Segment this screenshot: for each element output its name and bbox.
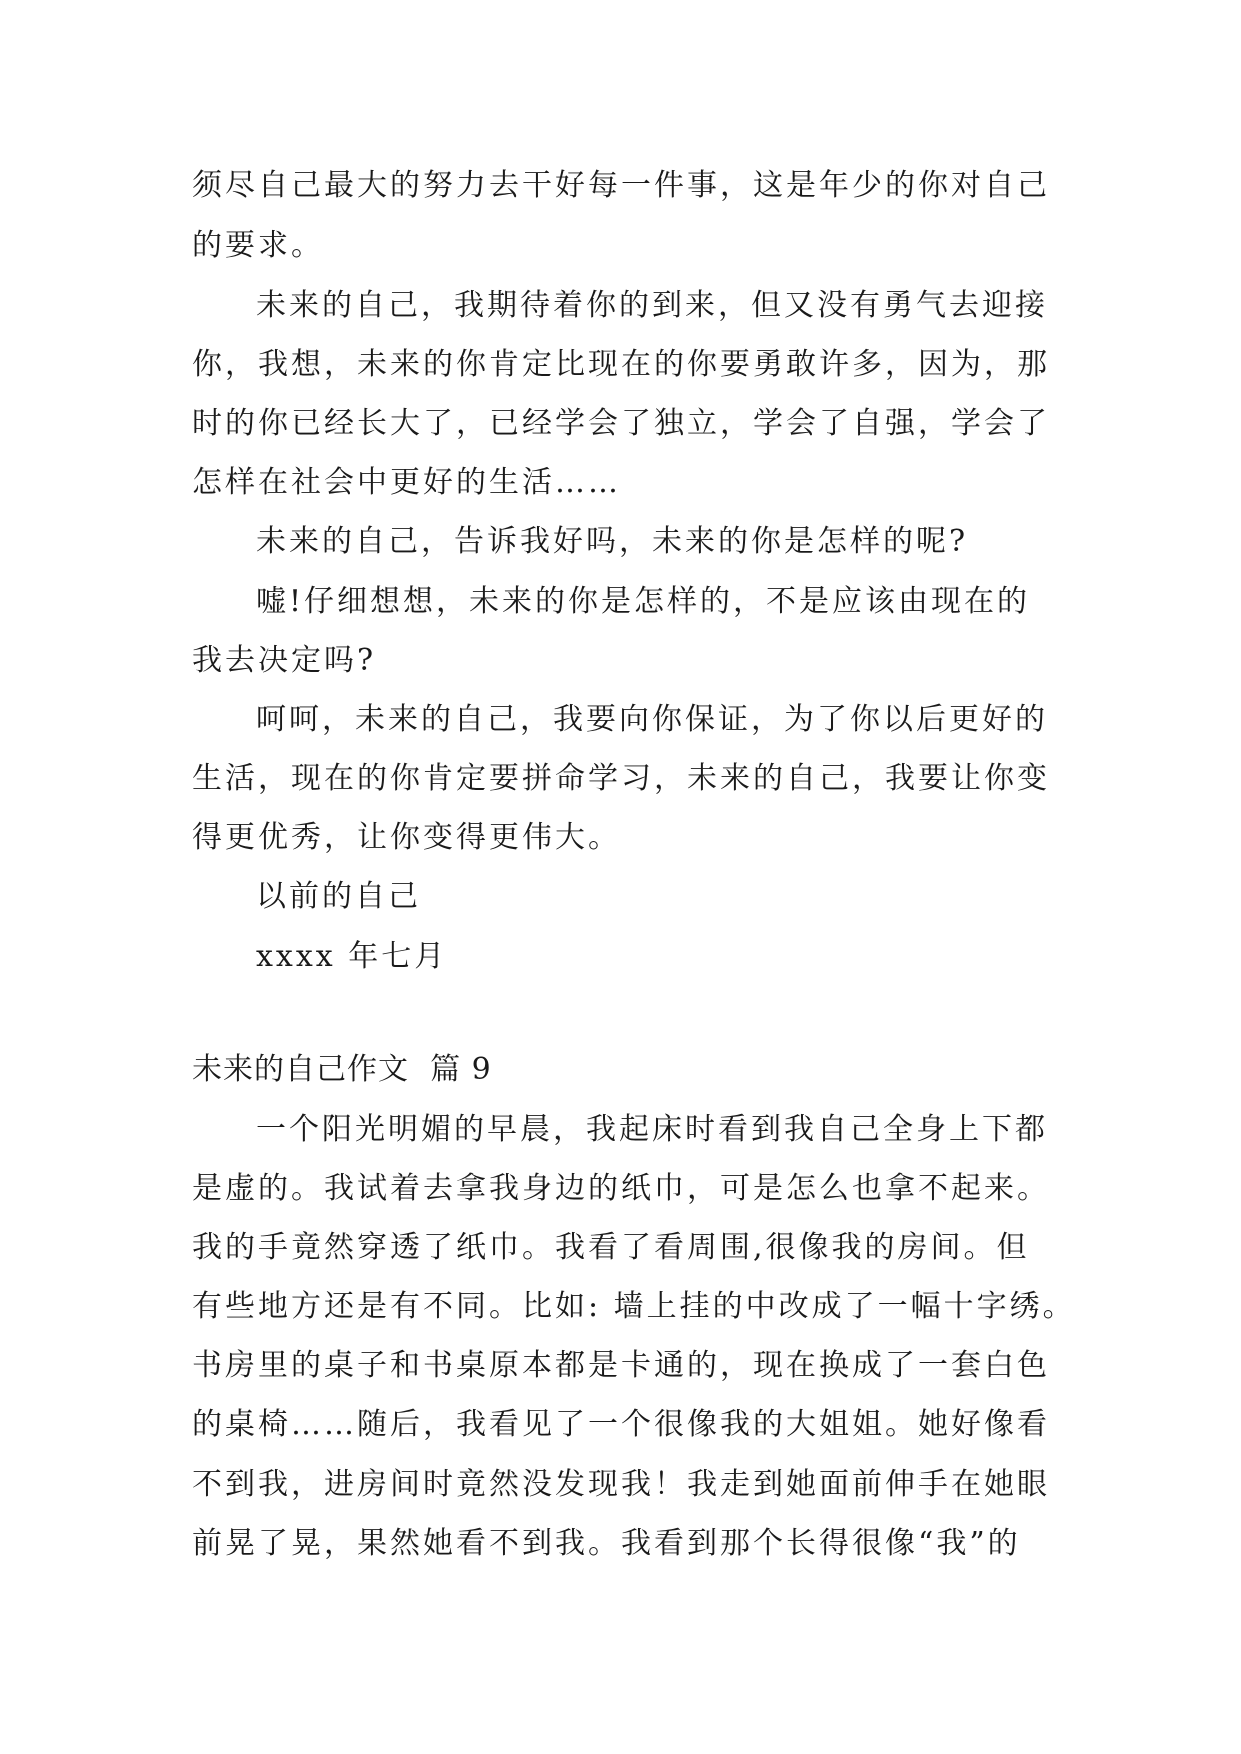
text-line: 未来的自己，告诉我好吗，未来的你是怎样的呢? bbox=[256, 524, 969, 559]
text-line: 得更优秀，让你变得更伟大。 bbox=[192, 820, 621, 855]
text-line: 的桌椅……随后，我看见了一个很像我的大姐姐。她好像看 bbox=[192, 1407, 1050, 1442]
text-line: 我的手竟然穿透了纸巾。我看了看周围,很像我的房间。但 bbox=[192, 1230, 1030, 1265]
text-line: 一个阳光明媚的早晨，我起床时看到我自己全身上下都 bbox=[256, 1112, 1048, 1147]
section-heading: 未来的自己作文 篇 9 bbox=[192, 1052, 492, 1087]
text-line: 我去决定吗? bbox=[192, 643, 377, 678]
text-line: 生活，现在的你肯定要拼命学习，未来的自己，我要让你变 bbox=[192, 761, 1050, 796]
text-line: 呵呵，未来的自己，我要向你保证，为了你以后更好的 bbox=[256, 702, 1048, 737]
text-line: 前晃了晃，果然她看不到我。我看到那个长得很像“我”的 bbox=[192, 1526, 1021, 1561]
text-line: 嘘!仔细想想，未来的你是怎样的，不是应该由现在的 bbox=[256, 584, 1031, 619]
text-line: 未来的自己，我期待着你的到来，但又没有勇气去迎接 bbox=[256, 288, 1048, 323]
text-line: 的要求。 bbox=[192, 228, 324, 263]
text-line: 你，我想，未来的你肯定比现在的你要勇敢许多，因为，那 bbox=[192, 347, 1050, 382]
text-line: 怎样在社会中更好的生活…… bbox=[192, 465, 621, 500]
text-line: 不到我，进房间时竟然没发现我！我走到她面前伸手在她眼 bbox=[192, 1467, 1050, 1502]
text-line: 须尽自己最大的努力去干好每一件事，这是年少的你对自己 bbox=[192, 168, 1050, 203]
text-line: 有些地方还是有不同。比如: 墙上挂的中改成了一幅十字绣。 bbox=[192, 1289, 1076, 1324]
signature-line: 以前的自己 bbox=[256, 879, 421, 914]
date-line: xxxx 年七月 bbox=[256, 939, 448, 974]
text-line: 书房里的桌子和书桌原本都是卡通的，现在换成了一套白色 bbox=[192, 1348, 1050, 1383]
text-line: 是虚的。我试着去拿我身边的纸巾，可是怎么也拿不起来。 bbox=[192, 1171, 1050, 1206]
text-line: 时的你已经长大了，已经学会了独立，学会了自强，学会了 bbox=[192, 406, 1050, 441]
